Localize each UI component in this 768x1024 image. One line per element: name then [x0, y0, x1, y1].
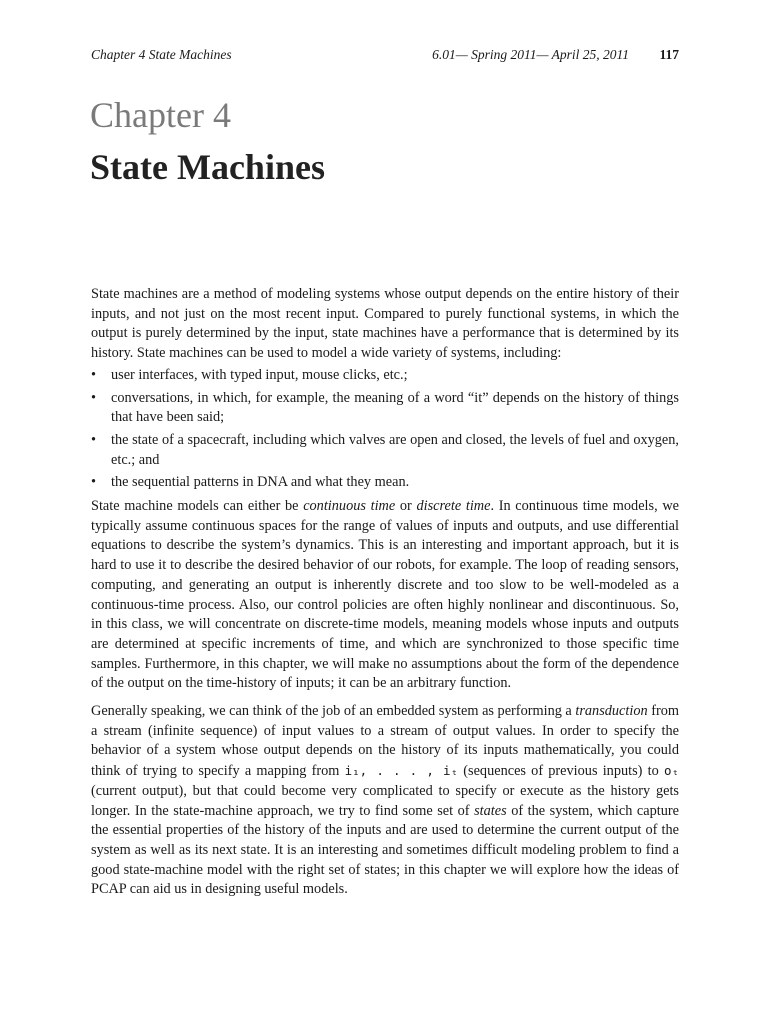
list-item-text: user interfaces, with typed input, mouse clicks, etc.; [111, 366, 408, 383]
text-run: (current output), but that could become very complicated to specify or execute as the history gets longer. In the state-machine approach, we try to find some set of [91, 782, 679, 819]
header-chapter-ref: Chapter 4 State Machines [91, 47, 232, 62]
list-item [91, 366, 679, 386]
chapter-label: Chapter 4 [90, 95, 231, 135]
list-item [91, 473, 679, 493]
list-item [91, 389, 679, 428]
list-item-text: the state of a spacecraft, including which valves are open and closed, the levels of fuel and oxygen, etc.; and [111, 431, 679, 468]
list-item [91, 431, 679, 470]
emphasis-continuous-time: continuous time [303, 498, 396, 515]
bullet-list [91, 366, 679, 493]
text-run: or [395, 498, 417, 515]
text-run: (sequences of previous inputs) to [458, 763, 664, 780]
emphasis-states: states [474, 802, 507, 819]
paragraph-transduction [91, 702, 679, 900]
text-run: . In continuous time models, we typically assume continuous spaces for the range of values of inputs and outputs, and use differential equations to describe the system’s dynamics. This is an interesting and important approach, but it is hard to use it to describe the desired behavior of our robots, for example. The loop of reading sensors, computing, and generating an output is inherently discrete and too slow to be well-modeled as a continuous-time process. Also, our control policies are often highly nonlinear and discontinuous. So, in this class, we will concentrate on discrete-time models, meaning models whose inputs and outputs are determined at specific increments of time, and which are synchronized to those specific time samples. Furthermore, in this chapter, we will make no assumptions about the form of the dependence of the output on the time-history of inputs; it can be an arbitrary function. [91, 498, 679, 692]
list-item-text: the sequential patterns in DNA and what they mean. [111, 474, 410, 491]
emphasis-discrete-time: discrete time [416, 498, 491, 515]
list-item-text: conversations, in which, for example, the meaning of a word “it” depends on the history of things that have been said; [111, 389, 679, 426]
emphasis-transduction: transduction [575, 703, 648, 720]
text-run: State machine models can either be [91, 498, 304, 515]
bullet-icon: • [91, 389, 97, 406]
text-run: of the system, which capture the essential properties of the history of the inputs and are used to determine the current output of the system as well as its next state. It is an interesting and sometimes difficult modeling problem to find a good state-machine model with the right set of states; in this chapter we will explore how the ideas of PCAP can aid us in designing useful models. [91, 802, 679, 898]
bullet-icon: • [91, 474, 97, 491]
intro-paragraph: State machines are a method of modeling systems whose output depends on the entire history of their inputs, and not just on the most recent input. Compared to purely functional systems, in which the output is purely determined by the input, state machines have a performance that is determined by its history. State machines can be used to model a wide variety of systems, including: [91, 286, 679, 362]
chapter-title: State Machines [90, 147, 325, 187]
text-run: Generally speaking, we can think of the job of an embedded system as performing a [91, 703, 576, 720]
text-run: from a stream (infinite sequence) of input values to a stream of output values. In order to specify the behavior of a system whose output depends on the history of its inputs mathematically, you could think of trying to specify a mapping from [91, 703, 680, 780]
page-number: 117 [659, 47, 679, 62]
math-input-sequence: i₁, . . . , iₜ [344, 763, 459, 779]
header-course-date: 6.01— Spring 2011— April 25, 2011 [432, 47, 629, 62]
bullet-icon: • [91, 431, 97, 448]
body-text [91, 285, 679, 908]
bullet-icon: • [91, 366, 97, 383]
paragraph-time-models [91, 497, 679, 694]
math-output: oₜ [663, 763, 679, 779]
